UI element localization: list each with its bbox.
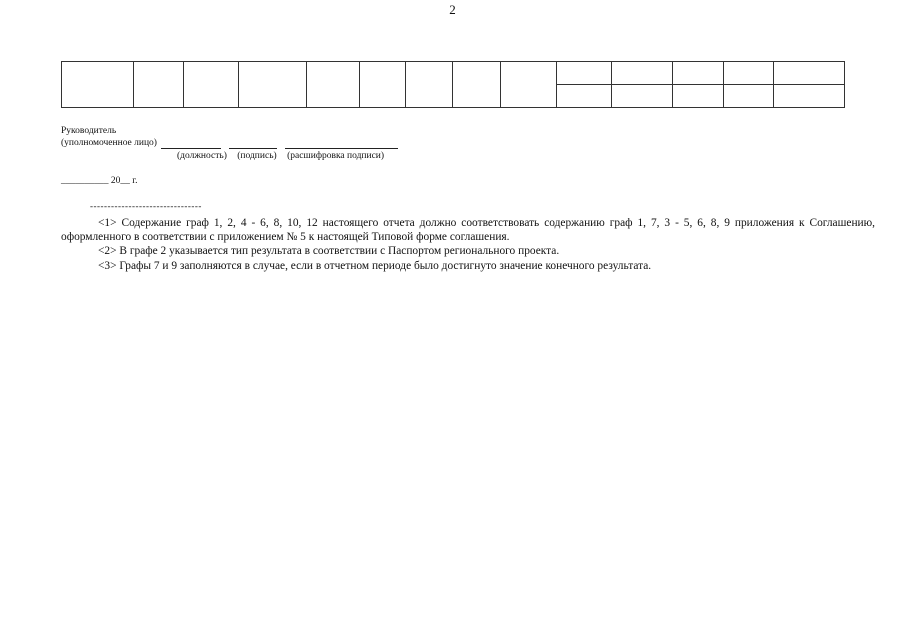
- table-cell: [134, 62, 184, 108]
- table-cell: [501, 62, 557, 108]
- table-cell: [612, 62, 673, 85]
- table-cell: [184, 62, 239, 108]
- signature-line: [229, 148, 277, 149]
- name-line: [285, 148, 398, 149]
- table-cell: [453, 62, 501, 108]
- table-cell: [360, 62, 406, 108]
- caption-position: (должность): [177, 151, 227, 161]
- footnotes: [61, 216, 875, 273]
- caption-signature: (подпись): [237, 151, 277, 161]
- footnote-1: <1> Содержание граф 1, 2, 4 - 6, 8, 10, 12 настоящего отчета должно соответствовать содержанию граф 1, 7, 3 - 5, 6, 8, 9 приложения к Соглашению, оформленного в соответствии с приложением № 5 к настоящей Типовой форме соглашения.: [61, 217, 875, 244]
- signatory-subtitle: (уполномоченное лицо): [61, 138, 157, 148]
- position-line: [161, 148, 221, 149]
- table-cell: [724, 85, 774, 108]
- footnote-separator: --------------------------------: [90, 201, 202, 211]
- table-cell: [774, 85, 845, 108]
- table-row: [62, 62, 845, 85]
- signatory-title: Руководитель: [61, 126, 117, 136]
- table-cell: [239, 62, 307, 108]
- table-cell: [62, 62, 134, 108]
- table-cell: [307, 62, 360, 108]
- table-cell: [557, 85, 612, 108]
- date-line: __________ 20__ г.: [61, 176, 138, 186]
- table-cell: [557, 62, 612, 85]
- table-cell: [673, 85, 724, 108]
- table-cell: [724, 62, 774, 85]
- signature-captions: [177, 151, 384, 161]
- table-cell: [673, 62, 724, 85]
- table-cell: [612, 85, 673, 108]
- signature-block: [61, 125, 398, 149]
- table-cell: [774, 62, 845, 85]
- caption-name: (расшифровка подписи): [287, 151, 385, 161]
- footnote-3: <3> Графы 7 и 9 заполняются в случае, если в отчетном периоде было достигнуто значение конечного результата.: [98, 259, 652, 272]
- report-table: [61, 61, 845, 108]
- page-number: 2: [449, 2, 456, 17]
- footnote-2: <2> В графе 2 указывается тип результата в соответствии с Паспортом регионального проекта.: [98, 245, 560, 258]
- table-cell: [406, 62, 453, 108]
